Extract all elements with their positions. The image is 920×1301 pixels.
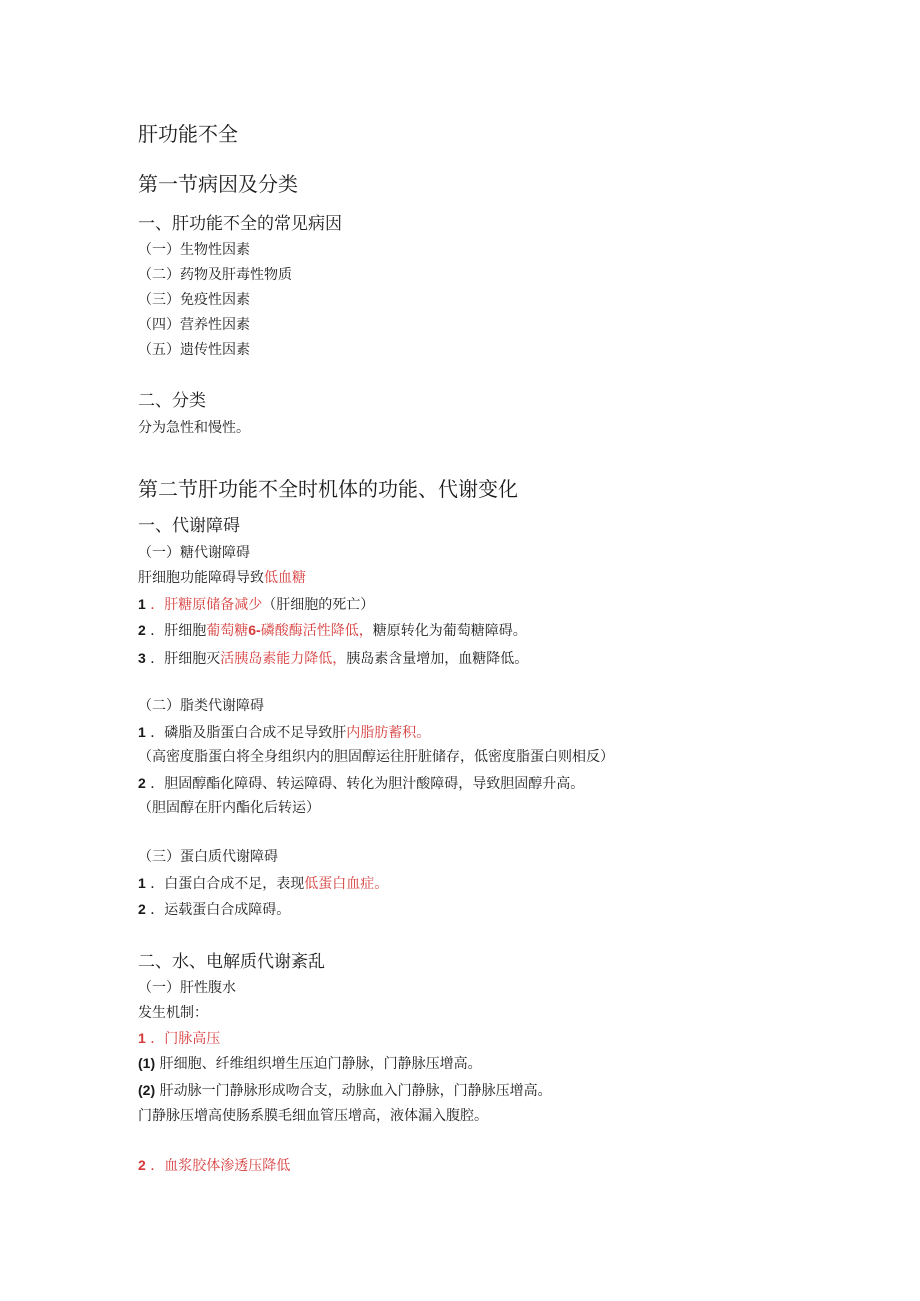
- section-2-subheading-metabolism: 一、代谢障碍: [138, 516, 240, 536]
- document-title: 肝功能不全: [138, 122, 238, 146]
- glucose-item-1: 1 ．肝糖原储备减少（肝细胞的死亡）: [138, 596, 375, 613]
- protein-item-2: 2 ．运载蛋白合成障碍。: [138, 901, 291, 918]
- mechanism-subitem-2: (2) 肝动脉一门静脉形成吻合支，动脉血入门静脉，门静脉压增高。: [138, 1082, 552, 1099]
- section-1-heading: 第一节病因及分类: [138, 172, 298, 196]
- mechanism-item-2: 2 ．血浆胶体渗透压降低: [138, 1157, 291, 1174]
- mechanism-item-1: 1 ．门脉高压: [138, 1030, 221, 1047]
- cause-item: （二）药物及肝毒性物质: [138, 267, 292, 283]
- section-1-subheading-classification: 二、分类: [138, 391, 206, 411]
- lipid-title: （二）脂类代谢障碍: [138, 698, 264, 714]
- lipid-item-2: 2 ．胆固醇酯化障碍、转运障碍、转化为胆汁酸障碍，导致胆固醇升高。: [138, 775, 585, 792]
- protein-item-1: 1 ．白蛋白合成不足，表现低蛋白血症。: [138, 875, 389, 892]
- lipid-note-1: （高密度脂蛋白将全身组织内的胆固醇运往肝脏储存，低密度脂蛋白则相反）: [138, 749, 614, 765]
- ascites-mechanism-label: 发生机制：: [138, 1005, 208, 1021]
- glucose-item-2: 2 ．肝细胞葡萄糖6-磷酸酶活性降低，糖原转化为葡萄糖障碍。: [138, 622, 527, 639]
- glucose-item-3: 3 ．肝细胞灭活胰岛素能力降低，胰岛素含量增加，血糖降低。: [138, 650, 529, 667]
- cause-item: （五）遗传性因素: [138, 342, 250, 358]
- protein-title: （三）蛋白质代谢障碍: [138, 849, 278, 865]
- mechanism-subitem-1: (1) 肝细胞、纤维组织增生压迫门静脉，门静脉压增高。: [138, 1055, 482, 1072]
- classification-text: 分为急性和慢性。: [138, 420, 250, 436]
- cause-item: （一）生物性因素: [138, 242, 250, 258]
- lipid-note-2: （胆固醇在肝内酯化后转运）: [138, 800, 320, 816]
- cause-item: （三）免疫性因素: [138, 292, 250, 308]
- ascites-title: （一）肝性腹水: [138, 980, 236, 996]
- lipid-item-1: 1 ．磷脂及脂蛋白合成不足导致肝内脂肪蓄积。: [138, 724, 431, 741]
- section-2-heading: 第二节肝功能不全时机体的功能、代谢变化: [138, 477, 518, 501]
- section-2-subheading-electrolytes: 二、水、电解质代谢紊乱: [138, 952, 325, 972]
- section-1-subheading-causes: 一、肝功能不全的常见病因: [138, 214, 342, 234]
- cause-item: （四）营养性因素: [138, 317, 250, 333]
- glucose-intro: 肝细胞功能障碍导致低血糖: [138, 570, 306, 586]
- glucose-title: （一）糖代谢障碍: [138, 545, 250, 561]
- mechanism-summary: 门静脉压增高使肠系膜毛细血管压增高，液体漏入腹腔。: [138, 1108, 488, 1124]
